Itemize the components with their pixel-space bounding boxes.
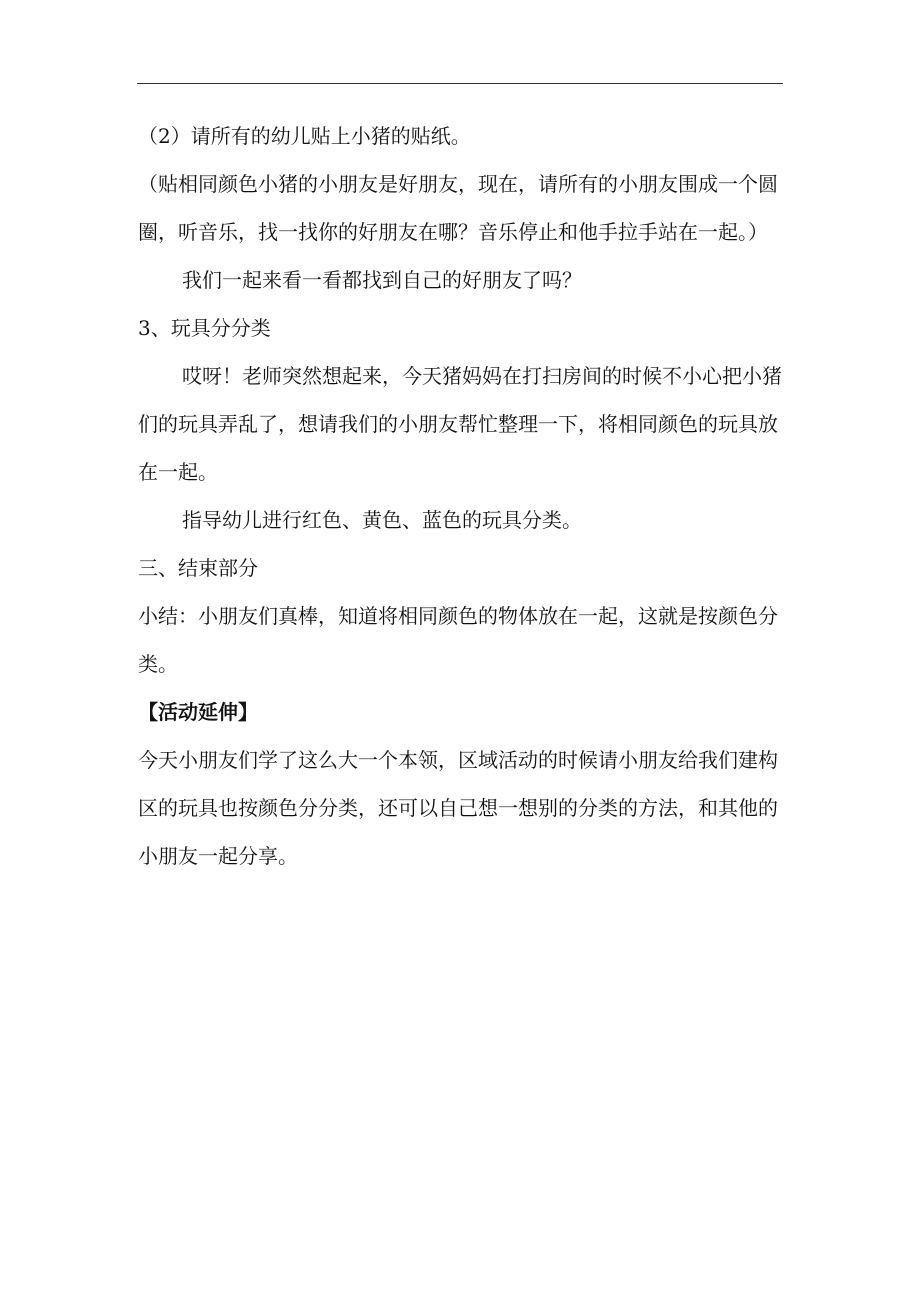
section-heading-3: 3、玩具分分类 (138, 316, 271, 340)
document-body (138, 112, 788, 880)
paragraph-1: （2）请所有的幼儿贴上小猪的贴纸。 (138, 124, 471, 148)
summary-paragraph: 小结：小朋友们真棒，知道将相同颜色的物体放在一起，这就是按颜色分类。 (138, 604, 778, 676)
paragraph-6: 指导幼儿进行红色、黄色、蓝色的玩具分类。 (182, 508, 582, 532)
header-rule (137, 83, 783, 84)
paragraph-3: 我们一起来看一看都找到自己的好朋友了吗？ (182, 268, 582, 292)
paragraph-5: 哎呀！老师突然想起来，今天猪妈妈在打扫房间的时候不小心把小猪们的玩具弄乱了，想请我们的小朋友帮忙整理一下，将相同颜色的玩具放在一起。 (138, 364, 782, 484)
section-heading-ending: 三、结束部分 (138, 556, 258, 580)
extension-paragraph: 今天小朋友们学了这么大一个本领，区域活动的时候请小朋友给我们建构区的玩具也按颜色分分类，还可以自己想一想别的分类的方法，和其他的小朋友一起分享。 (138, 748, 778, 868)
activity-extension-heading: 【活动延伸】 (138, 700, 258, 724)
paragraph-2: （贴相同颜色小猪的小朋友是好朋友，现在，请所有的小朋友围成一个圆圈，听音乐，找一找你的好朋友在哪？音乐停止和他手拉手站在一起。） (138, 172, 778, 244)
